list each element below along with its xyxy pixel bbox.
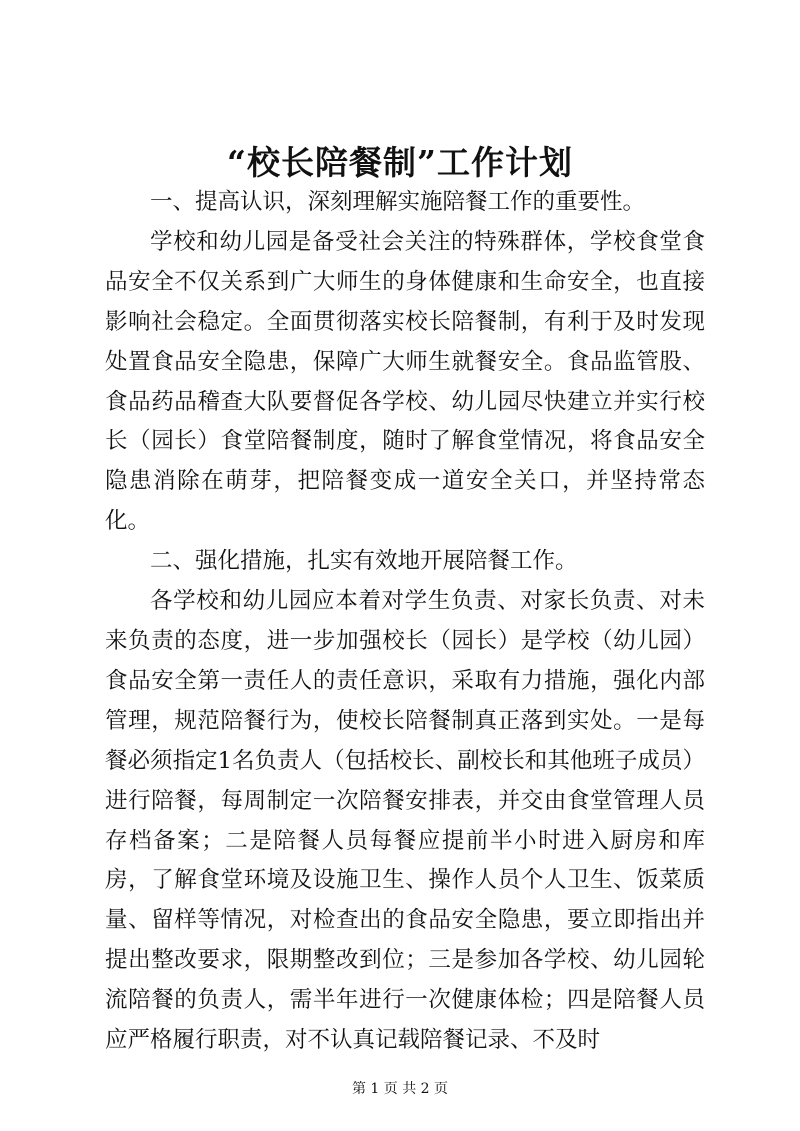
body-paragraph-2: 各学校和幼儿园应本着对学生负责、对家长负责、对未来负责的态度，进一步加强校长（园长）是学校（幼儿园）食品安全第一责任人的责任意识，采取有力措施，强化内部管理，规范陪餐行为，使校长陪餐制真正落到实处。一是每餐必须指定1名负责人（包括校长、副校长和其他班子成员）进行陪餐，每周制定一次陪餐安排表，并交由食堂管理人员存档备案；二是陪餐人员每餐应提前半小时进入厨房和库房，了解食堂环境及设施卫生、操作人员个人卫生、饭菜质量、留样等情况，对检查出的食品安全隐患，要立即指出并提出整改要求，限期整改到位；三是参加各学校、幼儿园轮流陪餐的负责人，需半年进行一次健康体检；四是陪餐人员应严格履行职责，对不认真记载陪餐记录、不及时 <box>105 588 705 1054</box>
page-footer: 第 1 页 共 2 页 <box>351 1081 449 1097</box>
body-paragraph-1: 学校和幼儿园是备受社会关注的特殊群体，学校食堂食品安全不仅关系到广大师生的身体健康和生命安全，也直接影响社会稳定。全面贯彻落实校长陪餐制，有利于及时发现处置食品安全隐患，保障广大师生就餐安全。食品监管股、食品药品稽查大队要督促各学校、幼儿园尽快建立并实行校长（园长）食堂陪餐制度，随时了解食堂情况，将食品安全隐患消除在萌芽，把陪餐变成一道安全关口，并坚持常态化。 <box>105 228 705 535</box>
section-heading-1: 一、提高认识，深刻理解实施陪餐工作的重要性。 <box>150 189 646 215</box>
section-heading-2: 二、强化措施，扎实有效地开展陪餐工作。 <box>150 548 578 575</box>
document-title: “校长陪餐制”工作计划 <box>227 143 573 182</box>
document-body <box>105 183 705 1061</box>
